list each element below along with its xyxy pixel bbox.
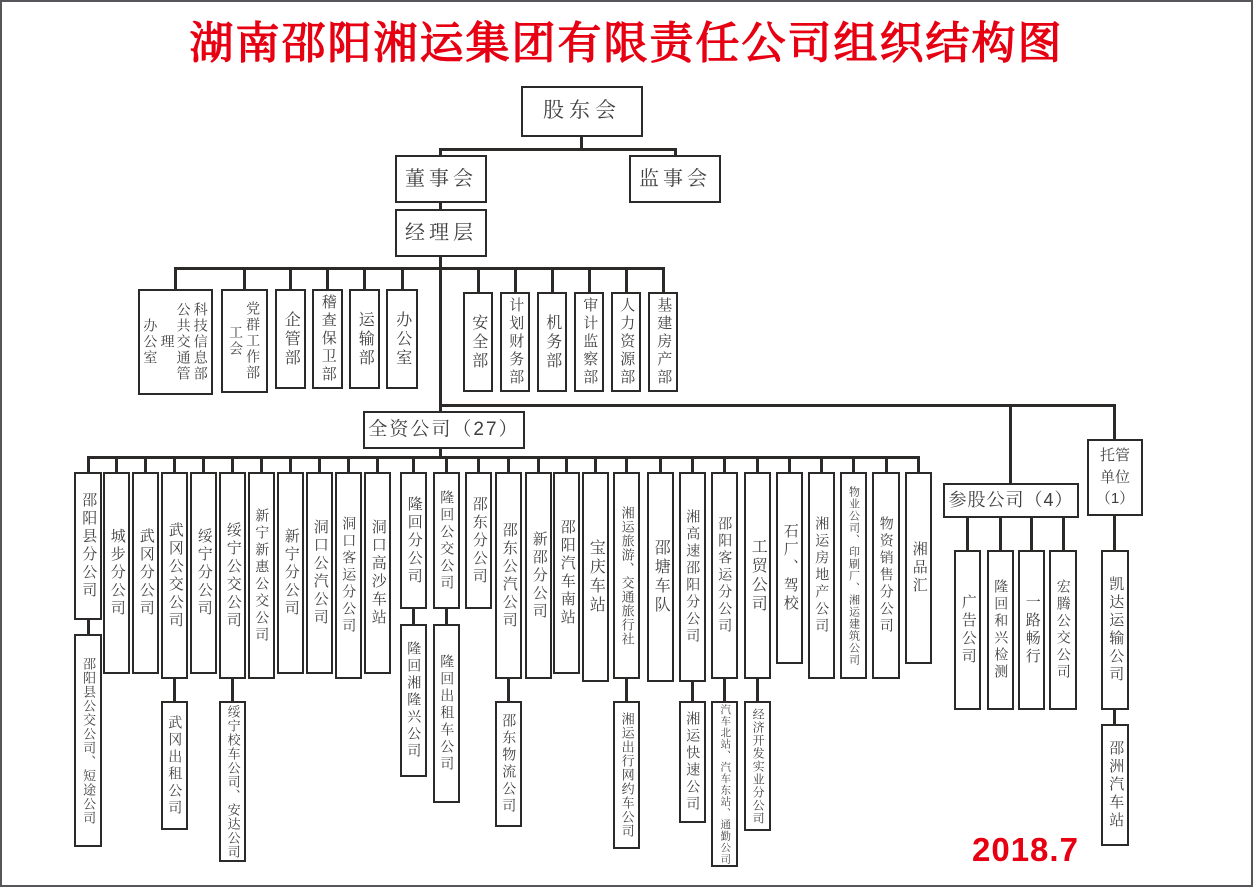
subsidiary-box <box>613 701 640 849</box>
box-label: 绥宁分公司 <box>195 528 213 618</box>
connector-line <box>588 267 591 294</box>
subsidiary-box <box>219 701 246 862</box>
box-label: 办公室 <box>393 310 411 368</box>
dept-party-mass-union <box>221 289 268 393</box>
connector-line <box>723 677 726 702</box>
box-label: 计划财务部 <box>507 297 525 387</box>
company-box <box>161 472 188 679</box>
box-label: 湘品汇 <box>910 541 928 595</box>
box-label-line: 托管 <box>1099 446 1130 464</box>
company-box <box>647 472 674 682</box>
connector-line <box>625 677 628 702</box>
subsidiary-box <box>744 701 771 831</box>
connector-line <box>173 677 176 702</box>
company-box <box>433 472 460 609</box>
dept-transportation <box>349 289 380 389</box>
page-title: 湖南邵阳湘运集团有限责任公司组织结构图 <box>189 19 1064 68</box>
box-label: 工贸公司 <box>749 537 767 614</box>
box-label: 新宁分公司 <box>282 528 300 618</box>
box-label: 邵阳客运分公司 <box>717 516 734 635</box>
company-box <box>776 472 803 664</box>
box-label: 湘高速邵阳分公司 <box>685 509 702 645</box>
connector-line <box>174 267 177 291</box>
trusteeship-company-box <box>1101 724 1129 846</box>
connector-line <box>87 618 90 635</box>
company-box <box>103 472 130 674</box>
connector-line <box>289 267 292 291</box>
company-box <box>400 472 427 609</box>
company-box <box>335 472 362 679</box>
box-label: 绥宁校车公司、安达公司 <box>225 704 241 859</box>
connector-line <box>1009 404 1012 485</box>
connector-line <box>1030 517 1033 551</box>
box-label: 全资公司（27） <box>368 419 520 441</box>
company-box <box>364 472 391 674</box>
group-shareholding <box>943 483 1079 518</box>
connector-line <box>625 267 628 294</box>
company-box <box>613 472 640 679</box>
box-label: 隆回公交公司 <box>439 489 456 592</box>
company-box <box>744 472 771 679</box>
box-label: 机务部 <box>543 313 561 371</box>
connector-line <box>662 267 665 294</box>
box-label: 隆回和兴检测 <box>993 579 1010 681</box>
box-label: 邵塘车队 <box>652 539 670 615</box>
box-label: 湘运快速公司 <box>685 711 702 813</box>
shareholders-meeting <box>521 86 643 137</box>
management-layer <box>395 209 487 257</box>
company-box <box>808 472 835 679</box>
box-label: 湘运房地产公司 <box>814 516 831 635</box>
company-box <box>248 472 275 679</box>
dept-human-resources <box>611 292 641 392</box>
box-label-line: （1） <box>1095 490 1135 508</box>
box-label-line: 办公室 <box>142 317 159 366</box>
box-label: 石厂、驾校 <box>781 523 799 613</box>
connector-line <box>691 680 694 702</box>
box-label: 武冈出租公司 <box>167 714 184 817</box>
connector-line <box>756 677 759 702</box>
board-of-directors <box>395 155 487 203</box>
shareholding-company-box <box>1049 550 1077 710</box>
box-label-line: 单位 <box>1099 468 1130 486</box>
box-label: 邵东分公司 <box>470 495 488 586</box>
company-box <box>679 472 706 682</box>
box-label: 运输部 <box>356 310 374 368</box>
box-label: 邵阳县分公司 <box>80 492 98 600</box>
dept-audit-supervision <box>574 292 604 392</box>
company-box <box>582 472 609 682</box>
box-label-line: 科技信息部 <box>192 301 209 382</box>
connector-line <box>507 677 510 702</box>
box-label: 宏腾公交公司 <box>1055 579 1072 681</box>
connector-line <box>401 267 404 291</box>
box-label: 洞口公汽公司 <box>311 519 329 627</box>
connector-line <box>1062 517 1065 551</box>
box-label: 凯达运输公司 <box>1107 576 1125 684</box>
company-box <box>465 472 492 609</box>
box-label: 经理层 <box>405 221 477 244</box>
box-label: 新宁新惠公交公司 <box>254 507 271 644</box>
subsidiary-box <box>74 634 102 847</box>
connector-line <box>231 677 234 702</box>
group-wholly-owned <box>363 411 525 449</box>
box-label: 武冈分公司 <box>137 528 155 618</box>
connector-line <box>243 267 246 291</box>
connector-line <box>1113 404 1116 441</box>
box-label-line: 工会 <box>228 325 244 357</box>
subsidiary-box <box>400 624 427 777</box>
box-label: 股东会 <box>543 99 621 123</box>
box-label: 宝庆车站 <box>587 539 605 615</box>
box-label: 邵阳汽车南站 <box>558 519 576 627</box>
company-box <box>840 472 867 679</box>
dept-safety <box>463 292 493 392</box>
connector-line <box>174 267 665 270</box>
connector-line <box>445 607 448 625</box>
box-label: 隆回湘隆兴公司 <box>406 641 423 760</box>
box-label: 人力资源部 <box>618 297 636 387</box>
box-label: 新邵分公司 <box>530 530 548 621</box>
box-label: 董事会 <box>405 167 477 190</box>
shareholding-company-box <box>954 550 981 710</box>
date-label: 2018.7 <box>972 831 1079 868</box>
supervisory-board <box>629 155 721 203</box>
box-label: 安全部 <box>469 313 487 371</box>
dept-inspection-security <box>312 289 343 389</box>
dept-general-office <box>386 289 418 389</box>
box-label: 汽车北站、汽车东站、通勤公司 <box>719 703 732 865</box>
company-box <box>219 472 246 679</box>
box-label: 湘运出行网约车公司 <box>619 712 635 838</box>
subsidiary-box <box>679 701 706 823</box>
connector-line <box>326 267 329 291</box>
company-box <box>553 472 580 674</box>
box-label: 邵东公汽公司 <box>500 521 518 630</box>
box-label: 邵洲汽车站 <box>1107 740 1125 830</box>
box-label: 洞口高沙车站 <box>369 519 387 627</box>
box-label: 审计监察部 <box>581 297 599 387</box>
box-label: 企管部 <box>282 310 300 368</box>
dept-machinery <box>537 292 567 392</box>
subsidiary-box <box>495 701 522 827</box>
company-box <box>190 472 217 674</box>
shareholding-company-box <box>987 550 1014 710</box>
shareholding-company-box <box>1018 550 1045 710</box>
box-label: 隆回分公司 <box>405 495 423 586</box>
box-label: 经济开发实业分公司 <box>751 707 766 825</box>
dept-enterprise-mgmt <box>275 289 306 389</box>
connector-line <box>551 267 554 294</box>
company-box <box>905 472 932 664</box>
company-box <box>711 472 738 679</box>
box-label: 隆回出租车公司 <box>439 654 456 773</box>
group-trusteeship <box>1087 439 1143 516</box>
box-label: 湘运旅游、交通旅行社 <box>619 505 635 646</box>
box-label: 参股公司（4） <box>948 490 1074 511</box>
box-label: 物业公司、印刷厂、湘运建筑公司 <box>847 485 860 666</box>
company-box <box>306 472 333 674</box>
dept-planning-finance <box>500 292 530 392</box>
connector-line <box>363 267 366 291</box>
connector-line <box>87 456 920 459</box>
company-box <box>277 472 304 674</box>
subsidiary-box <box>433 624 460 803</box>
company-box <box>74 472 102 620</box>
box-label-line: 公共交通管理 <box>159 301 192 382</box>
connector-line <box>439 148 677 151</box>
dept-infrastructure-property <box>648 292 678 392</box>
box-label: 一路畅行 <box>1023 594 1041 666</box>
box-label: 稽查保卫部 <box>319 294 337 384</box>
box-label: 基建房产部 <box>655 297 673 387</box>
box-label: 监事会 <box>639 167 711 190</box>
box-label: 武冈公交公司 <box>166 521 184 630</box>
subsidiary-box <box>161 701 188 830</box>
box-label-line: 党群工作部 <box>245 301 262 381</box>
connector-line <box>439 404 1116 407</box>
box-label: 物资销售分公司 <box>878 516 895 635</box>
dept-tech-info-transport-office <box>138 289 213 395</box>
connector-line <box>966 517 969 551</box>
connector-line <box>999 517 1002 551</box>
connector-line <box>514 267 517 294</box>
box-label: 洞口客运分公司 <box>341 516 358 635</box>
company-box <box>872 472 900 679</box>
box-label: 邵阳县公交公司、短途公司 <box>81 656 97 825</box>
box-label: 城步分公司 <box>108 528 126 618</box>
company-box <box>525 472 552 679</box>
box-label: 广告公司 <box>959 594 977 666</box>
company-box <box>495 472 522 679</box>
connector-line <box>477 267 480 294</box>
box-label: 邵东物流公司 <box>501 713 518 815</box>
trusteeship-company-box <box>1101 550 1129 710</box>
connector-line <box>412 607 415 625</box>
company-box <box>132 472 159 674</box>
box-label: 绥宁公交公司 <box>224 521 242 630</box>
connector-line <box>1113 514 1116 551</box>
connector-line <box>1113 708 1116 725</box>
subsidiary-box <box>711 701 738 867</box>
